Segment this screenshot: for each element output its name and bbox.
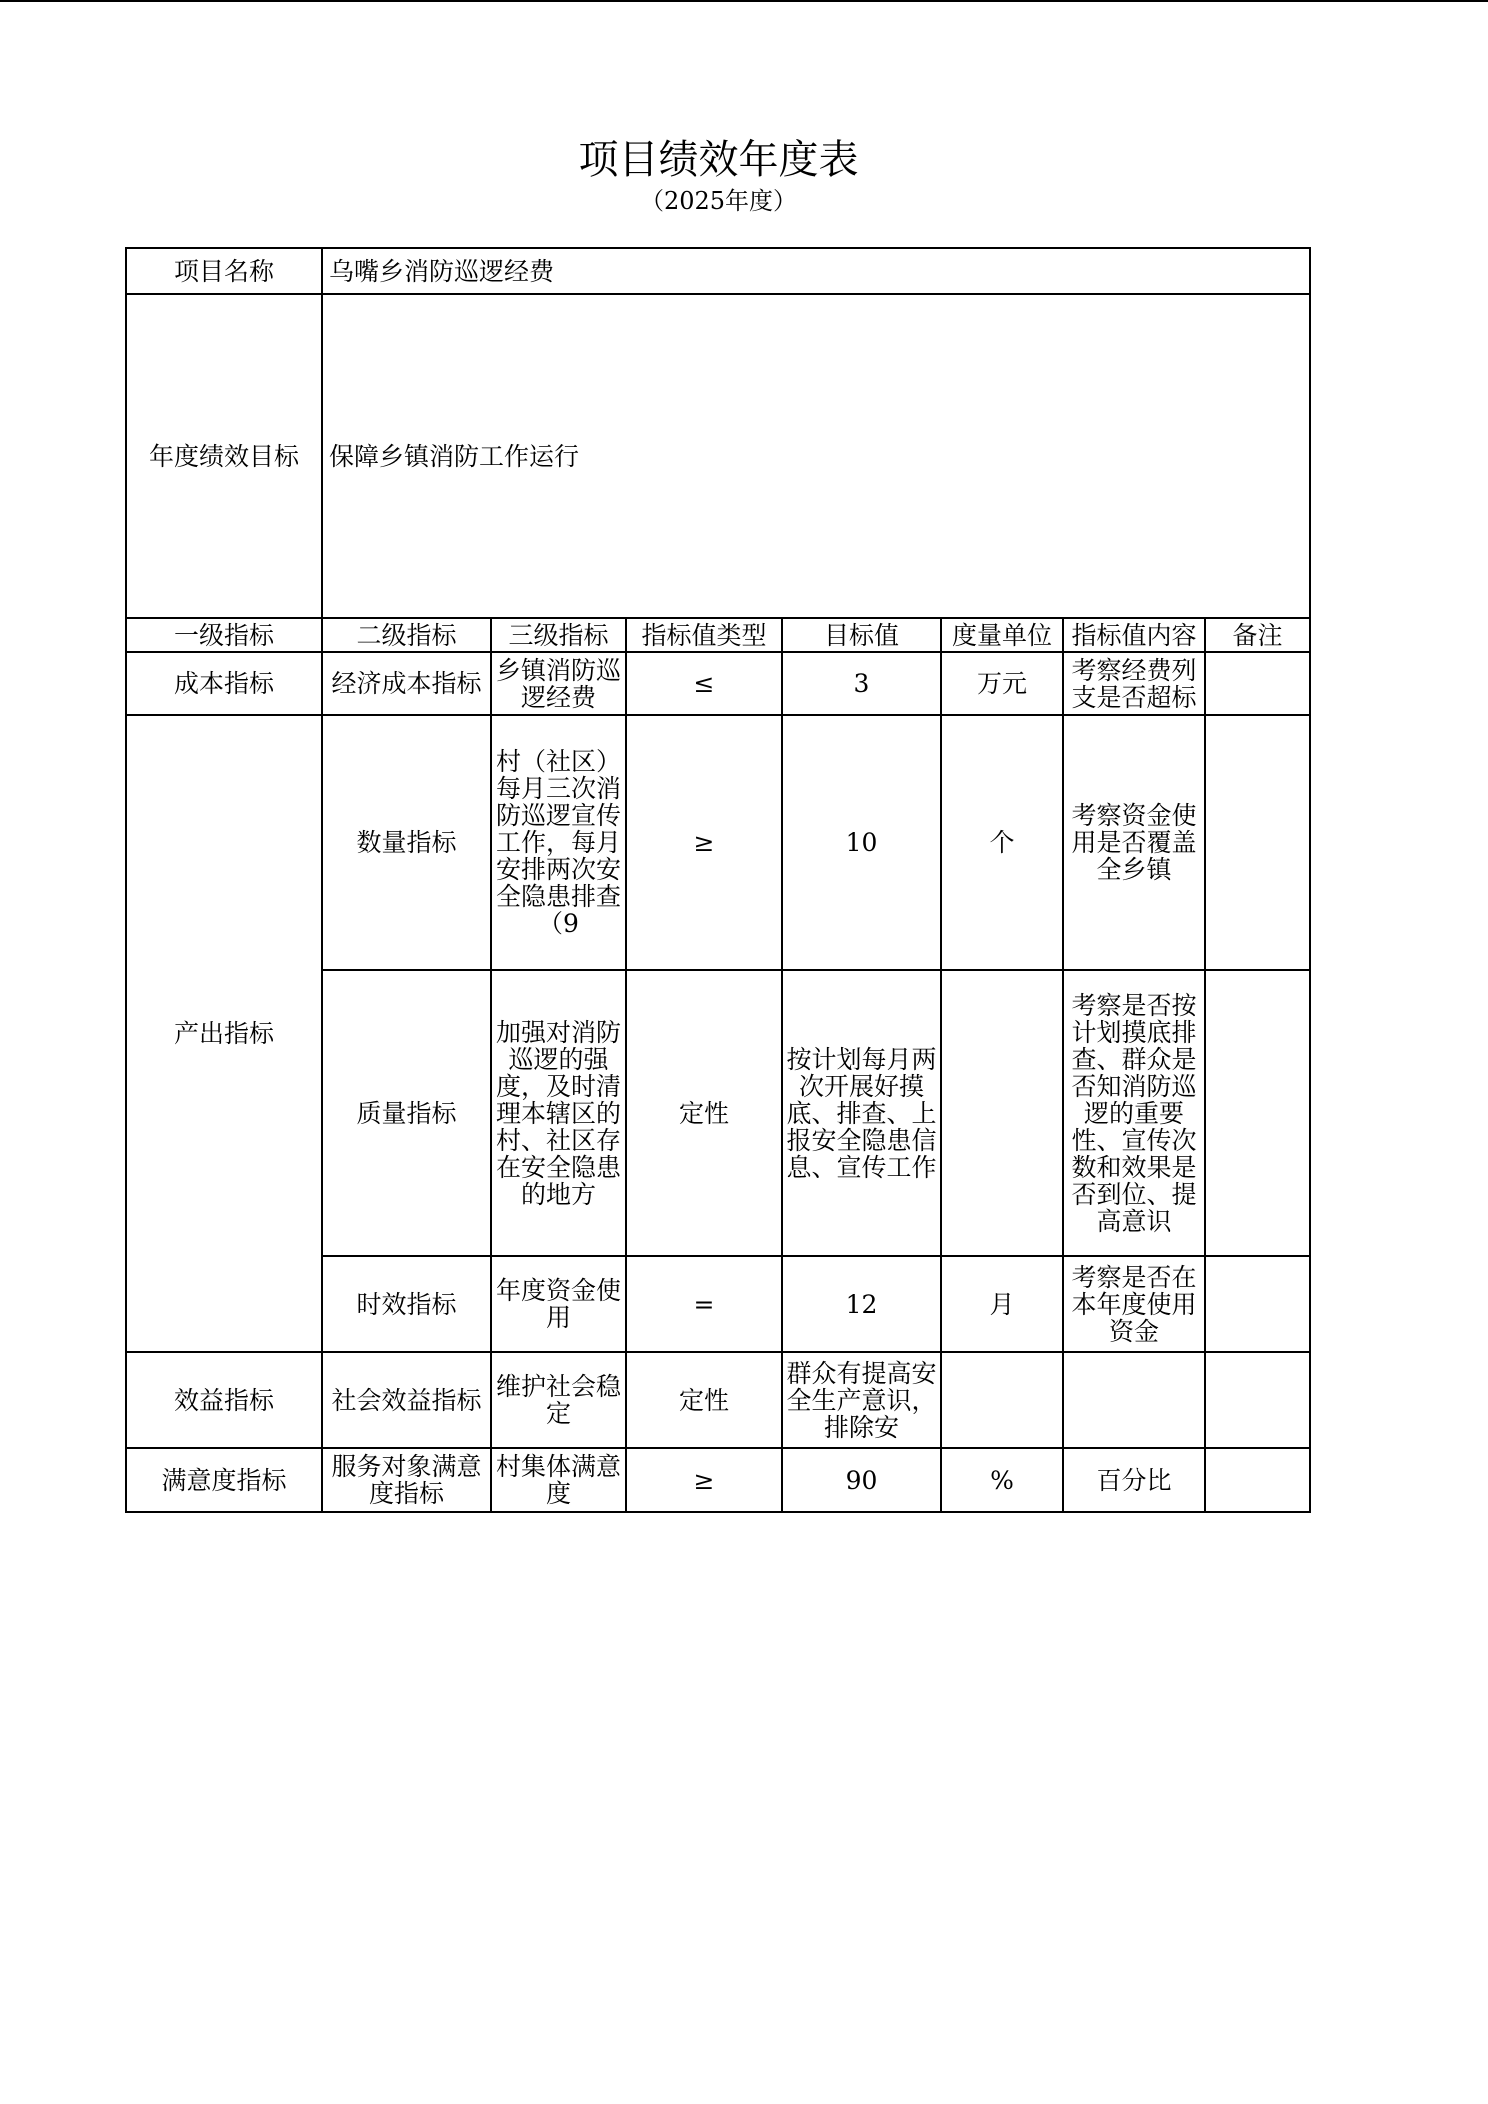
timeliness-target: 12 [782, 1256, 941, 1352]
quality-content: 考察是否按计划摸底排查、群众是否知消防巡逻的重要性、宣传次数和效果是否到位、提高意识 [1071, 991, 1197, 1235]
quantity-unit: 个 [941, 715, 1063, 970]
benefit-target: 群众有提高安全生产意识，排除安 [786, 1359, 937, 1441]
satisfaction-target: 90 [782, 1448, 941, 1512]
quality-level2: 质量指标 [322, 970, 491, 1256]
timeliness-unit: 月 [941, 1256, 1063, 1352]
satisfaction-level2: 服务对象满意度指标 [331, 1453, 482, 1507]
quality-level3: 加强对消防巡逻的强度，及时清理本辖区的村、社区存在安全隐患的地方 [495, 1018, 621, 1208]
benefit-level3: 维护社会稳定 [495, 1373, 621, 1427]
timeliness-level2: 时效指标 [322, 1256, 491, 1352]
satisfaction-level3: 村集体满意度 [495, 1453, 621, 1507]
project-name-value: 乌嘴乡消防巡逻经费 [322, 248, 1310, 294]
timeliness-remark [1205, 1256, 1310, 1352]
header-level3: 三级指标 [491, 618, 626, 652]
benefit-level1: 效益指标 [126, 1352, 322, 1448]
page-top-border [0, 0, 1488, 2]
quality-target: 按计划每月两次开展好摸底、排查、上报安全隐患信息、宣传工作 [786, 1045, 937, 1181]
cost-value-type: ≤ [626, 652, 782, 715]
cost-remark [1205, 652, 1310, 715]
header-row [126, 618, 1310, 652]
document-subtitle: （2025年度） [639, 187, 798, 215]
table-row-quantity [126, 715, 1310, 970]
header-remark: 备注 [1205, 618, 1310, 652]
table-row-satisfaction [126, 1448, 1310, 1512]
header-value-type: 指标值类型 [626, 618, 782, 652]
satisfaction-remark [1205, 1448, 1310, 1512]
quantity-target: 10 [782, 715, 941, 970]
annual-goal-value: 保障乡镇消防工作运行 [322, 294, 1310, 618]
quantity-level2: 数量指标 [322, 715, 491, 970]
quality-value-type: 定性 [626, 970, 782, 1256]
quantity-content: 考察资金使用是否覆盖全乡镇 [1071, 802, 1197, 883]
quality-remark [1205, 970, 1310, 1256]
timeliness-value-type: = [626, 1256, 782, 1352]
project-name-row [126, 248, 1310, 294]
cost-target: 3 [782, 652, 941, 715]
project-name-label: 项目名称 [126, 248, 322, 294]
satisfaction-value-type: ≥ [626, 1448, 782, 1512]
quality-unit [941, 970, 1063, 1256]
quantity-level3: 村（社区）每月三次消防巡逻宣传工作，每月安排两次安全隐患排查（9 [495, 748, 621, 937]
output-level1: 产出指标 [126, 715, 322, 1352]
annual-goal-row [126, 294, 1310, 618]
benefit-content [1063, 1352, 1205, 1448]
header-content: 指标值内容 [1063, 618, 1205, 652]
cost-level3: 乡镇消防巡逻经费 [495, 656, 621, 711]
annual-goal-label: 年度绩效目标 [126, 294, 322, 618]
satisfaction-content: 百分比 [1063, 1448, 1205, 1512]
header-target: 目标值 [782, 618, 941, 652]
benefit-unit [941, 1352, 1063, 1448]
cost-unit: 万元 [941, 652, 1063, 715]
header-level2: 二级指标 [322, 618, 491, 652]
satisfaction-level1: 满意度指标 [126, 1448, 322, 1512]
satisfaction-unit: % [941, 1448, 1063, 1512]
cost-content: 考察经费列支是否超标 [1071, 656, 1197, 711]
table-row-benefit [126, 1352, 1310, 1448]
cost-level1: 成本指标 [126, 652, 322, 715]
cost-level2: 经济成本指标 [322, 652, 491, 715]
benefit-value-type: 定性 [626, 1352, 782, 1448]
quantity-remark [1205, 715, 1310, 970]
performance-table [125, 247, 1311, 1513]
header-unit: 度量单位 [941, 618, 1063, 652]
benefit-remark [1205, 1352, 1310, 1448]
timeliness-content: 考察是否在本年度使用资金 [1071, 1263, 1197, 1345]
document-title: 项目绩效年度表 [578, 137, 859, 183]
table-row-cost [126, 652, 1310, 715]
header-level1: 一级指标 [126, 618, 322, 652]
quantity-value-type: ≥ [626, 715, 782, 970]
benefit-level2: 社会效益指标 [322, 1352, 491, 1448]
timeliness-level3: 年度资金使用 [495, 1277, 621, 1331]
